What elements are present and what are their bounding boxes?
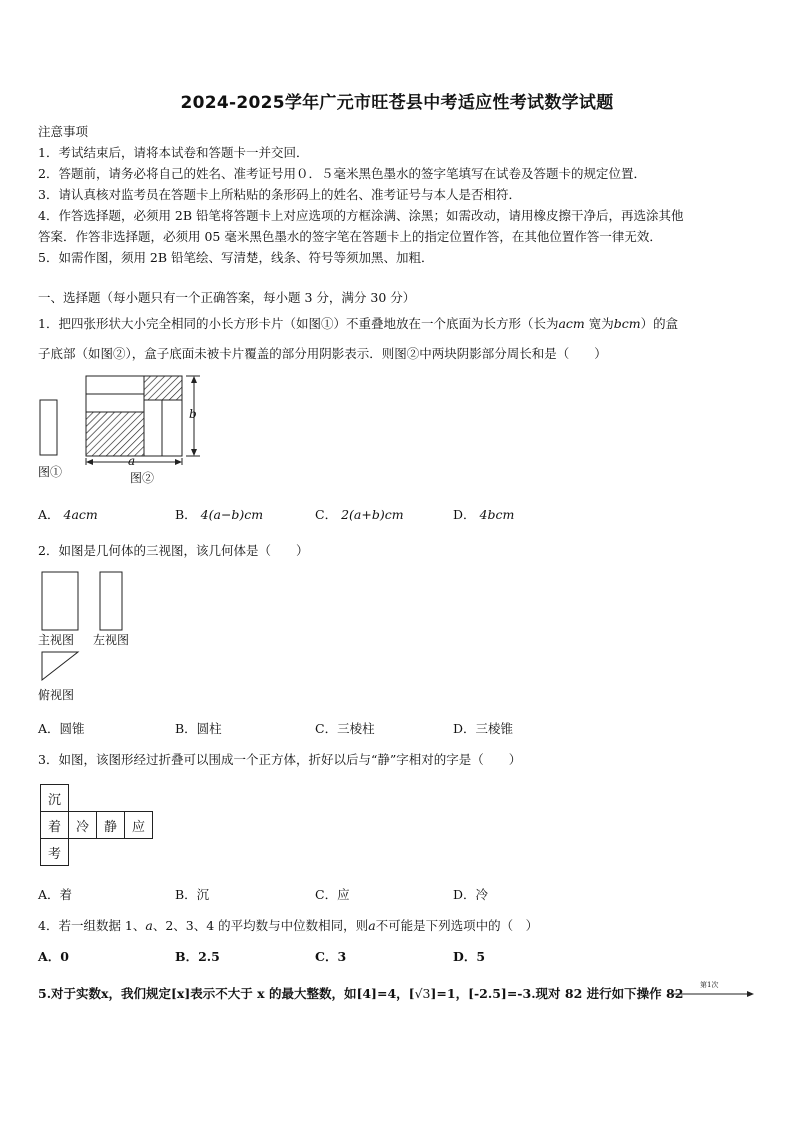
- q1-option-value: 4(a−b)cm: [200, 507, 264, 522]
- net-cell: 沉: [41, 785, 69, 812]
- q4-text-b: 、2、3、4 的平均数与中位数相同，则: [152, 918, 369, 933]
- q5-text-a: 5.对于实数x，我们规定[x]表示不大于 x 的最大整数，如[4]=4，[: [38, 986, 415, 1001]
- q1-option-letter: A．: [38, 507, 60, 522]
- q1-text-b: 宽为: [584, 316, 614, 331]
- q1-option-value: 4bcm: [479, 507, 515, 522]
- q4-text-a: 4．若一组数据 1、: [38, 918, 146, 933]
- net-cell: 静: [97, 812, 125, 839]
- left-view-rect: [100, 572, 122, 630]
- q4-var: a: [145, 918, 153, 933]
- q1-option-b: [175, 505, 263, 523]
- net-cell: 考: [41, 839, 69, 866]
- q4-option-d: D．5: [453, 949, 486, 964]
- dim-a-label: a: [128, 454, 136, 468]
- note-line: 2．答题前，请务必将自己的姓名、准考证号用０．５毫米黑色墨水的签字笔填写在试卷及答题卡的规定位置．: [38, 166, 646, 181]
- q5-text-b: ]=1，[-2.5]=-3.现对 82 进行如下操作 82: [430, 986, 684, 1001]
- dim-b-label: b: [189, 407, 197, 421]
- top-view-label: 俯视图: [38, 688, 75, 702]
- q1-option-letter: C．: [315, 507, 338, 522]
- q2-option-b: B．圆柱: [175, 721, 222, 736]
- q1-option-c: [315, 505, 404, 523]
- note-line: 1．考试结束后，请将本试卷和答题卡一并交回．: [38, 145, 309, 160]
- note-line: 3．请认真核对监考员在答题卡上所粘贴的条形码上的姓名、准考证号与本人是否相符．: [38, 187, 521, 202]
- section-heading: 一、选择题（每小题只有一个正确答案，每小题 3 分，满分 30 分）: [38, 290, 416, 305]
- three-view-figure: [38, 570, 138, 690]
- front-view-label: 主视图: [38, 633, 75, 647]
- q1-text-a: 1．把四张形状大小完全相同的小长方形卡片（如图①）不重叠地放在一个底面为长方形（长为: [38, 316, 559, 331]
- question-1-line1: [38, 314, 678, 332]
- q2-option-a: A．圆锥: [38, 721, 85, 736]
- q1-option-letter: B．: [175, 507, 197, 522]
- fig2-label: 图②: [130, 471, 155, 485]
- q1-bcm: bcm: [613, 316, 641, 331]
- cube-net: [40, 784, 153, 866]
- left-view-label: 左视图: [93, 633, 130, 647]
- notes-heading: 注意事项: [38, 124, 89, 139]
- question-2-stem: 2．如图是几何体的三视图，该几何体是（ ）: [38, 543, 309, 558]
- q3-option-c: C．应: [315, 887, 350, 902]
- q5-arrow-label: 第1次: [700, 981, 719, 989]
- question-3-stem: 3．如图，该图形经过折叠可以围成一个正方体，折好以后与“静”字相对的字是（ ）: [38, 752, 522, 767]
- q3-option-a: A．着: [38, 887, 73, 902]
- q1-option-letter: D．: [453, 507, 476, 522]
- net-cell: 冷: [69, 812, 97, 839]
- note-line: 5．如需作图，须用 2B 铅笔绘、写清楚，线条、符号等须加黑、加粗．: [38, 250, 434, 265]
- fig1-card: [40, 400, 57, 455]
- q1-option-value: 2(a+b)cm: [341, 507, 404, 522]
- q3-option-d: D．冷: [453, 887, 489, 902]
- question-5-stem: [38, 984, 683, 1002]
- q2-option-c: C．三棱柱: [315, 721, 375, 736]
- page-title: 2024-2025学年广元市旺苍县中考适应性考试数学试题: [180, 93, 614, 113]
- q1-option-d: [453, 505, 514, 523]
- q1-option-a: [38, 505, 98, 523]
- q4-var: a: [368, 918, 376, 933]
- front-view-rect: [42, 572, 78, 630]
- q2-option-d: D．三棱锥: [453, 721, 514, 736]
- q4-option-c: C．3: [315, 949, 347, 964]
- q1-acm: acm: [558, 316, 585, 331]
- question-4-stem: [38, 916, 538, 934]
- q4-option-a: A．0: [38, 949, 69, 964]
- q4-text-c: 不可能是下列选项中的（ ）: [375, 918, 539, 933]
- q4-option-b: B．2.5: [175, 949, 220, 964]
- shaded-top: [144, 376, 182, 400]
- top-view-triangle: [42, 652, 78, 680]
- q3-option-b: B．沉: [175, 887, 210, 902]
- note-line: 答案．作答非选择题，必须用 05 毫米黑色墨水的签字笔在答题卡上的指定位置作答，在其他位置作答一律无效．: [38, 229, 662, 244]
- net-cell: 应: [125, 812, 153, 839]
- q1-text-c: ）的盒: [640, 316, 679, 331]
- q5-sqrt: √3: [414, 986, 431, 1001]
- question-1-line2: 子底部（如图②），盒子底面未被卡片覆盖的部分用阴影表示．则图②中两块阴影部分周长和是（ ）: [38, 346, 607, 361]
- fig1-label: 图①: [38, 465, 63, 479]
- shaded-bottom: [86, 412, 144, 456]
- q5-arrow: [668, 988, 756, 1000]
- net-cell: 着: [41, 812, 69, 839]
- q1-option-value: 4acm: [63, 507, 98, 522]
- note-line: 4．作答选择题，必须用 2B 铅笔将答题卡上对应选项的方框涂满、涂黑；如需改动，请用橡皮擦干净后，再选涂其他: [38, 208, 684, 223]
